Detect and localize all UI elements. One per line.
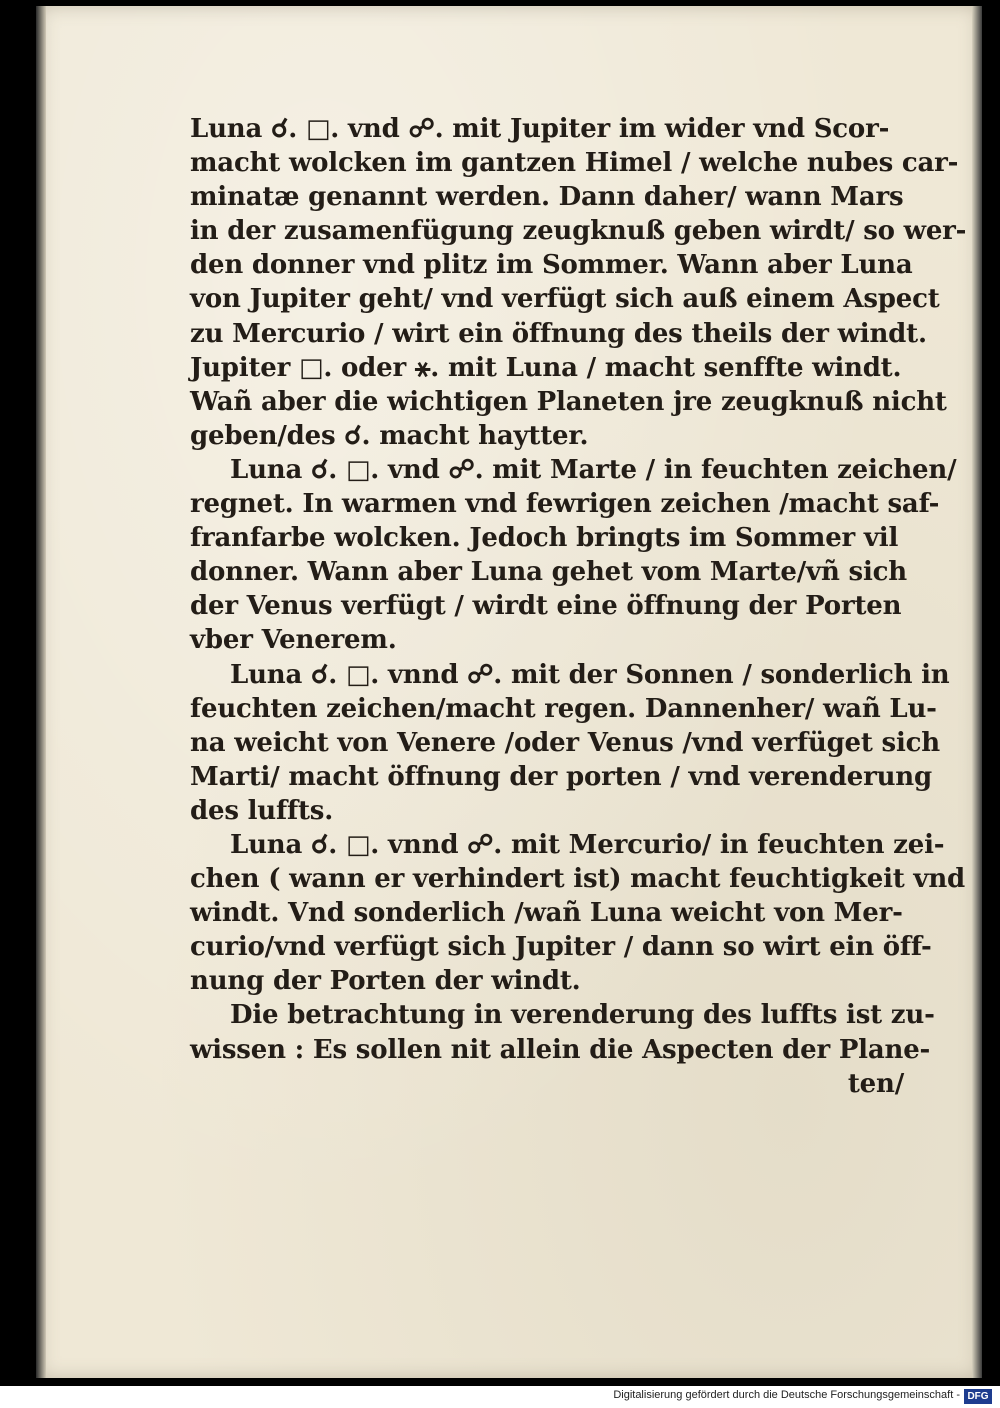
text-line: Luna ☌. □. vnnd ☍. mit der Sonnen / sonderlich in bbox=[230, 659, 950, 690]
text-line: Marti/ macht öffnung der porten / vnd verenderung bbox=[190, 761, 932, 792]
text-line: des luffts. bbox=[190, 795, 334, 826]
page-left-edge bbox=[36, 6, 46, 1378]
text-line: na weicht von Venere /oder Venus /vnd verfüget sich bbox=[190, 727, 941, 758]
paragraph-5 bbox=[190, 998, 935, 1066]
text-line: minatæ genannt werden. Dann daher/ wann Mars bbox=[190, 182, 904, 213]
paragraph-1 bbox=[190, 112, 967, 453]
text-line: Die betrachtung in verenderung des luffts ist zu- bbox=[230, 1000, 935, 1031]
text-line: vber Venerem. bbox=[190, 625, 397, 656]
text-line: Luna ☌. □. vnd ☍. mit Jupiter im wider vnd Scor- bbox=[190, 114, 890, 144]
text-line: curio/vnd verfügt sich Jupiter / dann so wirt ein öff- bbox=[190, 932, 932, 963]
footer-bar bbox=[0, 1386, 1000, 1408]
dfg-logo: DFG bbox=[964, 1389, 992, 1404]
text-line: nung der Porten der windt. bbox=[190, 966, 581, 997]
text-line: wissen : Es sollen nit allein die Aspecten der Plane- bbox=[190, 1034, 931, 1065]
text-line: regnet. In warmen vnd fewrigen zeichen /macht saf- bbox=[190, 489, 940, 520]
text-line: geben/des ☌. macht haytter. bbox=[190, 420, 589, 451]
paragraph-4 bbox=[190, 828, 966, 998]
text-line: chen ( wann er verhindert ist) macht feuchtigkeit vnd bbox=[190, 864, 966, 895]
text-line: donner. Wann aber Luna gehet vom Marte/vñ sich bbox=[190, 557, 907, 588]
text-line: der Venus verfügt / wirdt eine öffnung der Porten bbox=[190, 591, 902, 622]
text-block bbox=[190, 112, 967, 1101]
footer-credit: Digitalisierung gefördert durch die Deutsche Forschungsgemeinschaft - bbox=[613, 1389, 960, 1401]
text-line: in der zusamenfügung zeugknuß geben wirdt/ so wer- bbox=[190, 216, 967, 247]
text-line: Jupiter □. oder ⚹. mit Luna / macht senffte windt. bbox=[190, 352, 902, 383]
text-line: Luna ☌. □. vnd ☍. mit Marte / in feuchten zeichen/ bbox=[230, 454, 957, 485]
text-line: macht wolcken im gantzen Himel / welche nubes car- bbox=[190, 148, 959, 179]
page-right-edge bbox=[972, 6, 982, 1378]
catchword: ten/ bbox=[847, 1068, 904, 1099]
text-line: franfarbe wolcken. Jedoch bringts im Sommer vil bbox=[190, 523, 899, 554]
text-line: Luna ☌. □. vnnd ☍. mit Mercurio/ in feuchten zei- bbox=[230, 829, 945, 860]
text-line: den donner vnd plitz im Sommer. Wann aber Luna bbox=[190, 250, 913, 281]
paragraph-2 bbox=[190, 453, 957, 658]
text-line: Wañ aber die wichtigen Planeten jre zeugknuß nicht bbox=[190, 386, 947, 417]
text-line: windt. Vnd sonderlich /wañ Luna weicht von Mer- bbox=[190, 898, 903, 929]
text-line: feuchten zeichen/macht regen. Dannenher/ wañ Lu- bbox=[190, 693, 937, 724]
text-line: von Jupiter geht/ vnd verfügt sich auß einem Aspect bbox=[190, 284, 940, 315]
paragraph-3 bbox=[190, 658, 950, 828]
text-line: zu Mercurio / wirt ein öffnung des theils der windt. bbox=[190, 318, 927, 349]
